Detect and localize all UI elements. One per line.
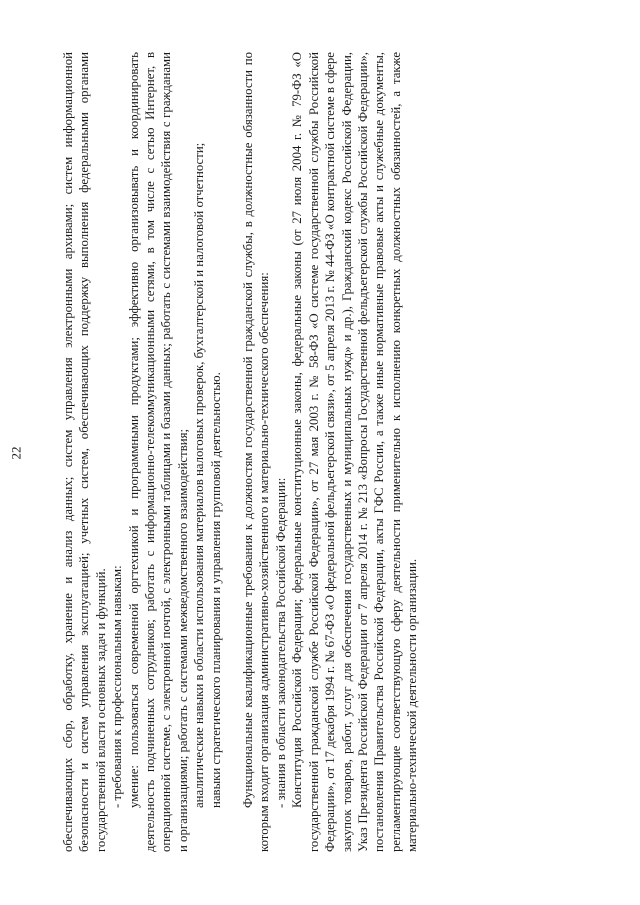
paragraph: аналитические навыки в области использования материалов налоговых проверок, бухгалтерской и налоговой отчетности; — [192, 142, 207, 808]
paragraph: навыки стратегического планирования и управления групповой деятельностью. — [208, 372, 223, 808]
paragraph: умение: пользоваться современной оргтехникой и программными продуктами; эффективно организовывать и координировать деятельность подчиненных сотрудников; работать с информационно-телекоммуникационными сетями, в том числе с сетью Интернет, в операционной системе, с электронной почтой, с электронными таблицами и базами данных; работать с системами взаимодействия с гражданами и организациями; работать с системами межведомственного взаимодействия; — [126, 52, 190, 852]
rotated-text-body — [60, 52, 580, 852]
paragraph: - знания в области законодательства Российской Федерации: — [273, 477, 288, 808]
paragraph: обеспечивающих сбор, обработку, хранение и анализ данных; систем управления электронными архивами; систем информационной безопасности и систем управления эксплуатацией; учетных систем, обеспечивающих поддержку выполнения федеральными органами государственной власти основных задач и функций. — [61, 52, 108, 852]
paragraph: - требования к профессиональным навыкам: — [110, 565, 125, 808]
paragraph: Функциональные квалификационные требования к должностям государственной гражданской службы, в должностные обязанности по которым входит организация административно-хозяйственного и материально-технического обеспечения: — [241, 52, 272, 852]
page-number: 22 — [8, 446, 24, 459]
paragraph: Конституция Российской Федерации; федеральные конституционные законы, федеральные законы (от 27 июля 2004 г. № 79-ФЗ «О государственной гражданской службе Российской Федерации», от 27 мая 2003 г. № 58-ФЗ «О системе государственной службы Российской Федерации», от 17 декабря 1994 г. № 67-ФЗ «О федеральной фельдъегерской связи», от 5 апреля 2013 г. № 44-ФЗ «О контрактной системе в сфере закупок товаров, работ, услуг для обеспечения государственных и муниципальных нужд» и др.), Гражданский кодекс Российской Федерации, Указ Президента Российской Федерации от 7 апреля 2014 г. № 213 «Вопросы Государственной фельдъегерской службы Российской Федерации», постановления Правительства Российской Федерации, акты ГФС России, а также иные нормативные правовые акты и служебные документы, регламентирующие соответствующую сферу деятельности применительно к исполнению конкретных должностных обязанностей, а также материально-технической деятельности организации. — [290, 52, 420, 852]
